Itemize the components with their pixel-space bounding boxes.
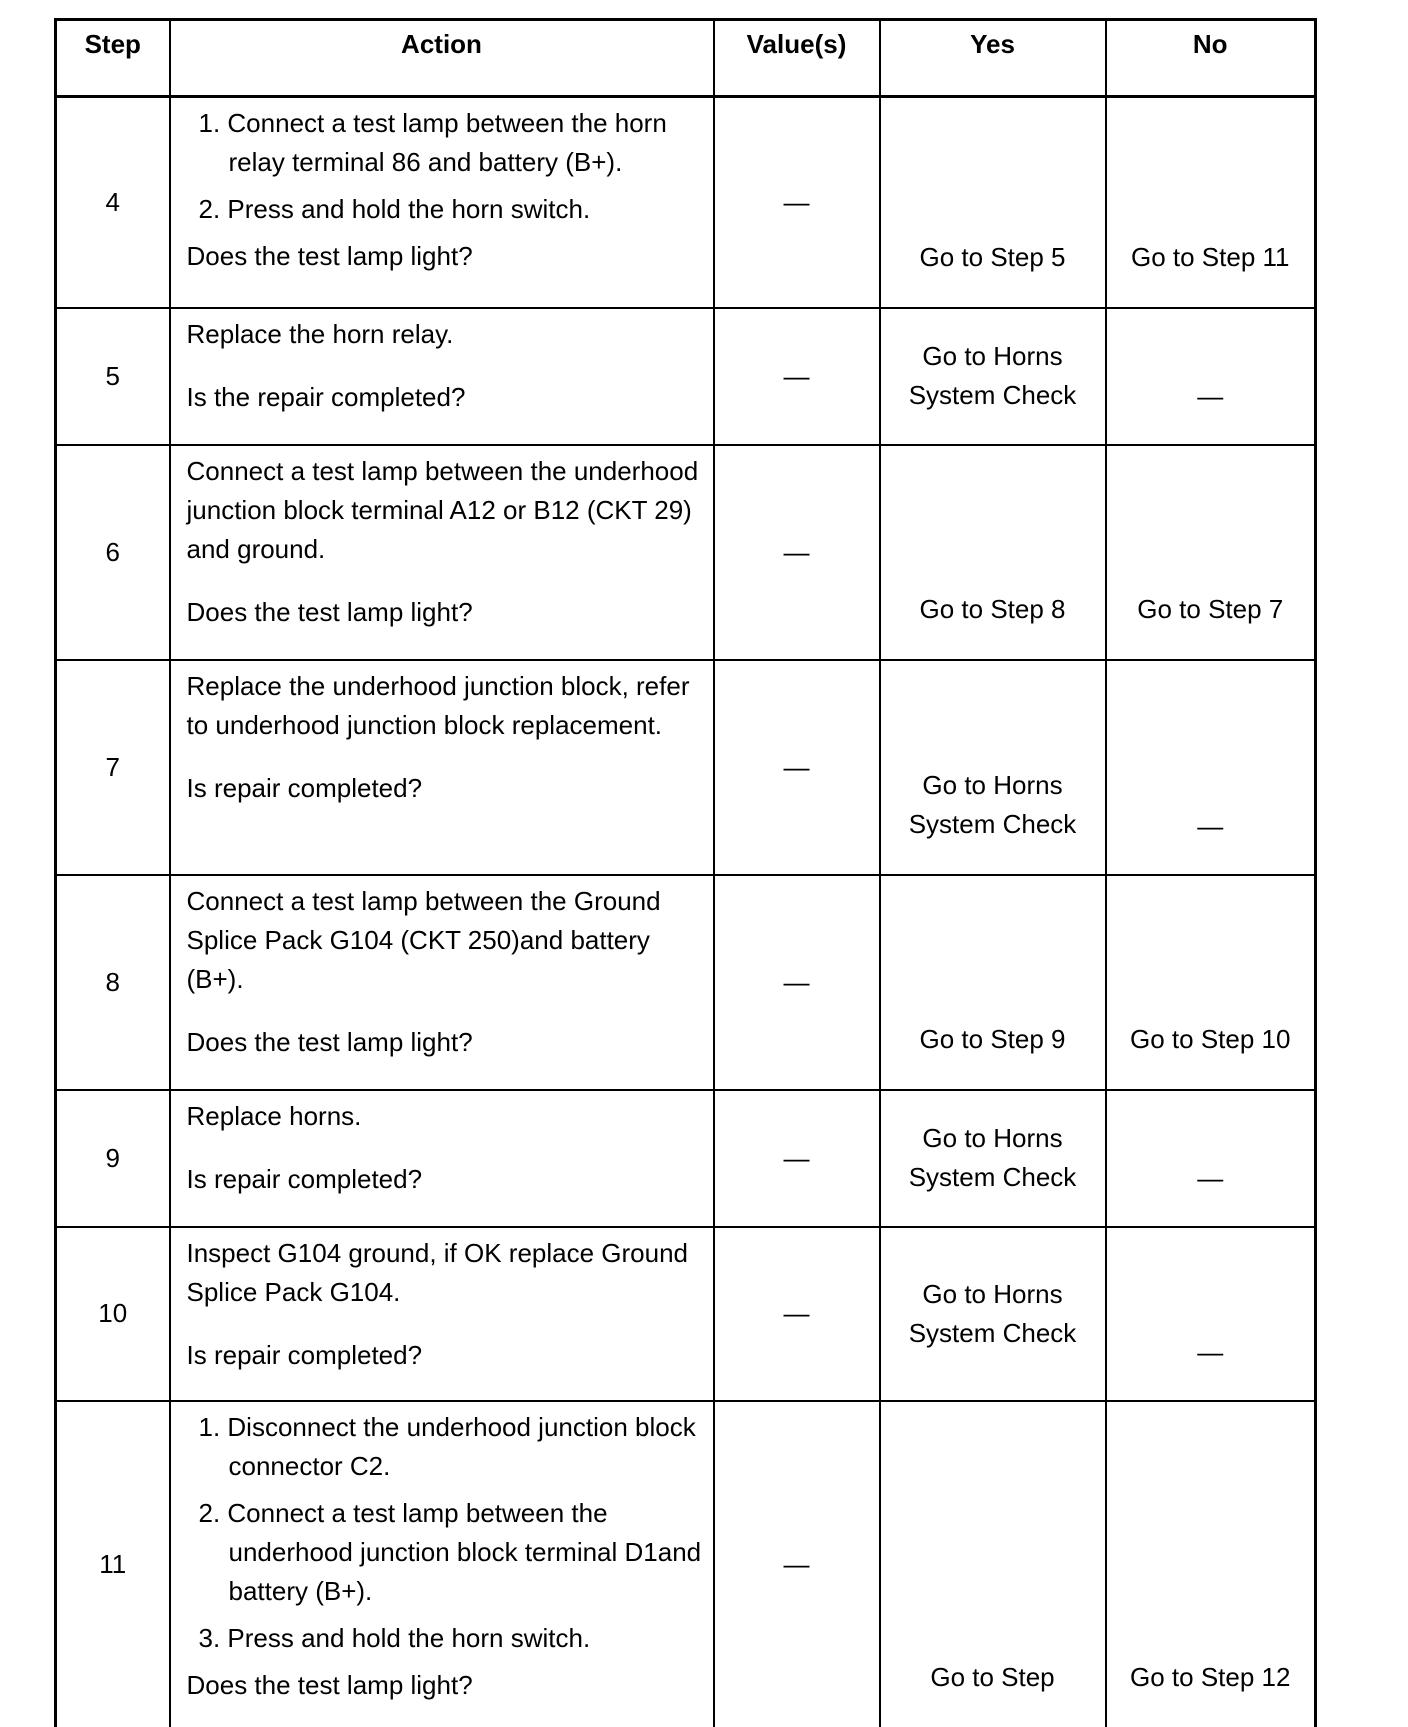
step-number: 10 — [56, 1227, 170, 1401]
step-number: 9 — [56, 1090, 170, 1227]
action-question: Does the test lamp light? — [186, 1026, 473, 1057]
action-item: 1. Disconnect the underhood junction block connector C2. — [198, 1411, 696, 1481]
action-item: 1. Connect a test lamp between the horn relay terminal 86 and battery (B+). — [198, 108, 667, 177]
step-number: 5 — [56, 308, 170, 445]
yes-cell: Go to Horns System Check — [880, 1090, 1106, 1227]
action-text: Connect a test lamp between the underhood junction block terminal A12 or B12 (CKT 29) and ground. — [186, 455, 699, 564]
action-cell — [170, 875, 714, 1090]
action-text: Connect a test lamp between the Ground Splice Pack G104 (CKT 250)and battery (B+). — [186, 885, 661, 994]
table-row — [56, 1090, 1316, 1227]
table-row — [56, 97, 1316, 308]
value-cell: — — [714, 1227, 880, 1401]
action-cell — [170, 445, 714, 660]
action-cell — [170, 1401, 714, 1727]
action-cell — [170, 1090, 714, 1227]
action-question: Is repair completed? — [186, 772, 423, 803]
no-cell: — — [1106, 660, 1316, 875]
header-row — [56, 20, 1316, 97]
table-row — [56, 445, 1316, 660]
value-cell: — — [714, 308, 880, 445]
header-action: Action — [170, 20, 714, 97]
action-cell — [170, 308, 714, 445]
action-item: 3. Press and hold the horn switch. — [198, 1622, 591, 1653]
value-cell: — — [714, 445, 880, 660]
value-cell: — — [714, 1090, 880, 1227]
step-number: 6 — [56, 445, 170, 660]
no-cell: Go to Step 7 — [1106, 445, 1316, 660]
action-text: Inspect G104 ground, if OK replace Ground Splice Pack G104. — [186, 1237, 689, 1307]
action-text: Replace horns. — [186, 1100, 362, 1131]
action-question: Is the repair completed? — [186, 381, 466, 412]
action-item: 2. Connect a test lamp between the underhood junction block terminal D1and battery (B+). — [198, 1497, 702, 1606]
table-row — [56, 660, 1316, 875]
action-question: Does the test lamp light? — [186, 1669, 473, 1700]
no-cell: — — [1106, 308, 1316, 445]
value-cell: — — [714, 875, 880, 1090]
yes-cell: Go to Step 8 — [880, 445, 1106, 660]
step-number: 4 — [56, 97, 170, 308]
table-row — [56, 308, 1316, 445]
yes-cell: Go to Step — [880, 1401, 1106, 1727]
diagnostic-table — [54, 18, 1317, 1727]
action-question: Is repair completed? — [186, 1339, 423, 1370]
action-cell — [170, 97, 714, 308]
yes-cell: Go to Step 5 — [880, 97, 1106, 308]
action-cell — [170, 1227, 714, 1401]
step-number: 11 — [56, 1401, 170, 1727]
action-item: 2. Press and hold the horn switch. — [198, 194, 591, 224]
table-row — [56, 875, 1316, 1090]
value-cell: — — [714, 97, 880, 308]
value-cell: — — [714, 660, 880, 875]
action-question: Is repair completed? — [186, 1163, 423, 1194]
header-yes: Yes — [880, 20, 1106, 97]
table-row — [56, 1401, 1316, 1727]
header-values: Value(s) — [714, 20, 880, 97]
action-text: Replace the underhood junction block, refer to underhood junction block replacement. — [186, 670, 690, 740]
action-cell — [170, 660, 714, 875]
action-text: Replace the horn relay. — [186, 318, 454, 349]
yes-cell: Go to Horns System Check — [880, 1227, 1106, 1401]
no-cell: — — [1106, 1090, 1316, 1227]
action-question: Does the test lamp light? — [186, 241, 473, 271]
no-cell: — — [1106, 1227, 1316, 1401]
table-row — [56, 1227, 1316, 1401]
action-question: Does the test lamp light? — [186, 596, 473, 627]
no-cell: Go to Step 10 — [1106, 875, 1316, 1090]
header-no: No — [1106, 20, 1316, 97]
step-number: 7 — [56, 660, 170, 875]
yes-cell: Go to Step 9 — [880, 875, 1106, 1090]
yes-cell: Go to Horns System Check — [880, 660, 1106, 875]
no-cell: Go to Step 11 — [1106, 97, 1316, 308]
yes-cell: Go to Horns System Check — [880, 308, 1106, 445]
header-step: Step — [56, 20, 170, 97]
step-number: 8 — [56, 875, 170, 1090]
no-cell: Go to Step 12 — [1106, 1401, 1316, 1727]
value-cell: — — [714, 1401, 880, 1727]
